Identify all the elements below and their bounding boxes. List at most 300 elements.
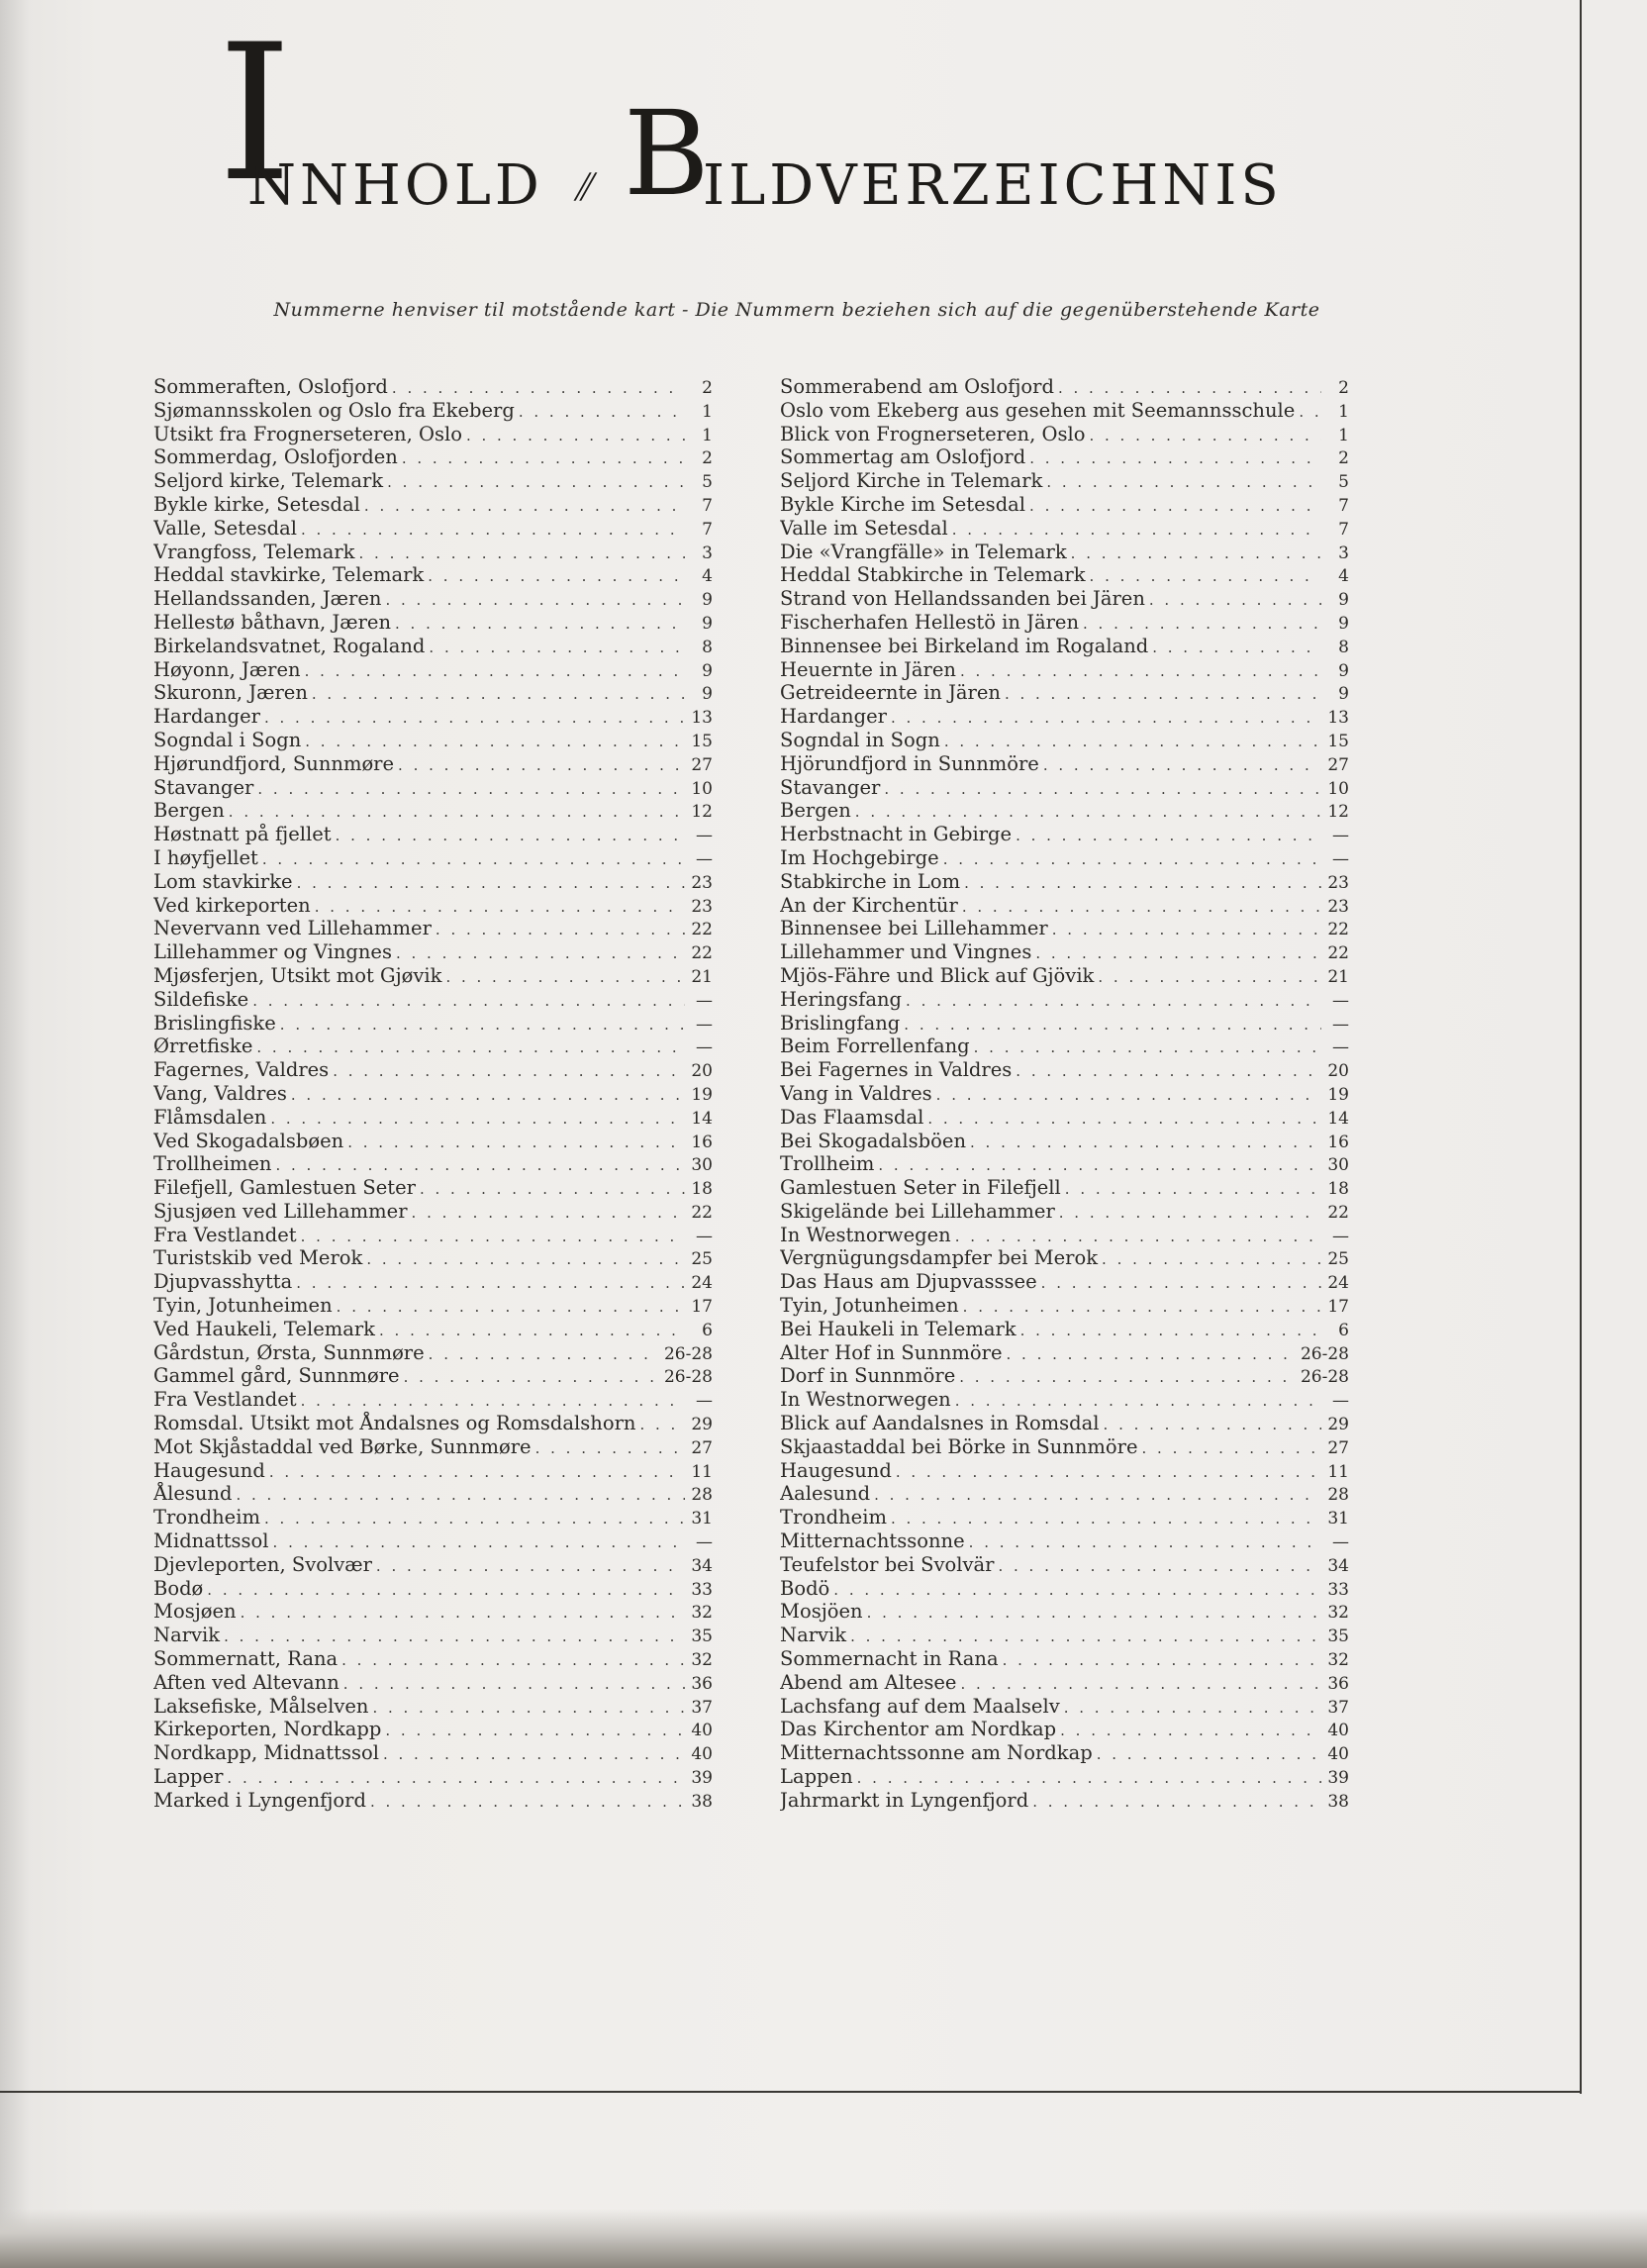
norwegian-entry-title: Sogndal i Sogn [153,728,302,751]
german-entry-map-number: 17 [1327,1297,1349,1318]
norwegian-entry [153,964,713,988]
german-entry-map-number: 9 [1338,613,1349,634]
dot-leader [429,1343,660,1365]
dot-leader [383,1743,685,1765]
norwegian-entry [153,517,713,541]
dot-leader [264,1508,685,1529]
dot-leader [1016,1060,1321,1082]
german-entry-map-number: 40 [1327,1744,1349,1765]
norwegian-entry-title: Marked i Lyngenfjord [153,1788,366,1812]
norwegian-entry [153,1012,713,1035]
norwegian-entry-map-number: 9 [702,684,713,705]
dot-leader [1058,377,1321,399]
german-entry-map-number: 1 [1338,401,1349,422]
german-entry-title: Alter Hof in Sunnmöre [780,1340,1003,1364]
norwegian-entry-title: Djupvasshytta [153,1270,293,1294]
norwegian-entry-map-number: 23 [691,896,713,917]
norwegian-entry-map-number: 36 [691,1673,713,1694]
dot-leader [262,848,685,870]
german-entry [780,493,1349,517]
german-entry-map-number: 12 [1327,802,1349,823]
german-entry [780,1506,1349,1529]
norwegian-entry-title: Høstnatt på fjellet [153,823,332,846]
dot-leader [1003,1649,1321,1671]
german-entry [780,846,1349,870]
norwegian-entry-map-number: — [696,826,713,846]
dot-leader [1102,1248,1321,1270]
norwegian-entry-map-number: 29 [691,1415,713,1435]
german-entry [780,894,1349,918]
norwegian-entry-map-number: 22 [691,943,713,964]
dot-leader [952,519,1321,541]
german-entry-map-number: 9 [1338,590,1349,611]
norwegian-entry [153,1412,713,1435]
german-entry [780,1176,1349,1200]
german-entry-map-number: — [1332,826,1349,846]
norwegian-entry-map-number: 20 [691,1061,713,1082]
dot-leader [1035,942,1321,964]
dot-leader [404,1366,660,1388]
german-entry [780,1459,1349,1483]
norwegian-entry [153,493,713,517]
german-entry [780,1695,1349,1719]
german-entry-title: Sommernacht in Rana [780,1647,999,1671]
german-entry [780,1341,1349,1365]
german-entry-title: Binnensee bei Birkeland im Rogaland [780,634,1149,657]
dot-leader [974,1036,1321,1058]
german-entry-map-number: 27 [1327,1437,1349,1458]
norwegian-entry [153,1341,713,1365]
norwegian-entry-map-number: 32 [691,1603,713,1624]
german-entry-title: Tyin, Jotunheimen [780,1294,959,1318]
dot-leader [224,1626,685,1647]
norwegian-entry-title: Fra Vestlandet [153,1388,297,1412]
norwegian-entry-title: Sommeraften, Oslofjord [153,375,388,398]
norwegian-entry [153,423,713,446]
norwegian-entry-title: Turistskib ved Merok [153,1246,363,1270]
norwegian-entry-title: Djevleporten, Svolvær [153,1552,372,1576]
dot-leader [970,1132,1321,1153]
norwegian-entry-map-number: 23 [691,872,713,893]
dot-leader [445,966,685,988]
german-entry-title: Bykle Kirche im Setesdal [780,492,1026,516]
german-entry-map-number: 25 [1327,1249,1349,1270]
dot-leader [280,1014,685,1035]
german-entry-title: Jahrmarkt in Lyngenfjord [780,1788,1029,1812]
norwegian-entry [153,563,713,587]
german-entry-title: Bei Skogadalsböen [780,1129,967,1152]
dot-leader [305,731,685,752]
german-entry-map-number: 1 [1338,425,1349,445]
norwegian-entry-map-number: 1 [702,425,713,445]
norwegian-entry-map-number: 25 [691,1249,713,1270]
norwegian-entry-title: Utsikt fra Frognerseteren, Oslo [153,422,462,445]
german-entry-map-number: 2 [1338,448,1349,469]
frame-line-bottom [0,2091,1582,2093]
german-entry [780,964,1349,988]
norwegian-entry [153,846,713,870]
german-entry [780,988,1349,1012]
dot-leader [241,1602,685,1624]
norwegian-entry-title: Romsdal. Utsikt mot Åndalsnes og Romsdalshorn [153,1412,636,1435]
norwegian-entry-title: Laksefiske, Målselven [153,1694,369,1718]
norwegian-entry-map-number: 28 [691,1485,713,1506]
norwegian-entry-map-number: 27 [691,1437,713,1458]
dot-leader [1089,425,1321,446]
german-entry [780,611,1349,635]
dot-leader [891,707,1321,729]
german-entry [780,423,1349,446]
dot-leader [372,1697,685,1719]
german-entry-title: Das Kirchentor am Nordkap [780,1718,1057,1741]
norwegian-entry [153,1035,713,1058]
norwegian-entry-title: Midnattssol [153,1529,269,1553]
german-entry-title: Teufelstor bei Svolvär [780,1552,995,1576]
norwegian-entry [153,799,713,823]
german-entry [780,399,1349,423]
dot-leader [297,872,685,894]
norwegian-entry-title: Heddal stavkirke, Telemark [153,563,425,587]
german-entry [780,1789,1349,1813]
dot-leader [1043,754,1321,776]
german-entry [780,1130,1349,1153]
german-entry-title: Sommerabend am Oslofjord [780,375,1054,398]
german-entry [780,705,1349,729]
german-entry [780,1058,1349,1082]
german-entry [780,1318,1349,1341]
norwegian-entry [153,1718,713,1741]
german-entry-title: An der Kirchentür [780,893,958,917]
german-entry-map-number: 10 [1327,778,1349,799]
norwegian-entry-map-number: 8 [702,637,713,657]
german-entry [780,870,1349,894]
german-entry [780,1482,1349,1506]
dot-leader [333,1060,685,1082]
german-entry-map-number: 28 [1327,1485,1349,1506]
german-entry-map-number: 13 [1327,708,1349,729]
german-entry [780,1577,1349,1601]
german-entry-map-number: 31 [1327,1509,1349,1529]
german-entry-title: Abend am Altesee [780,1670,957,1694]
dot-leader [519,401,685,423]
dot-leader [236,1484,685,1506]
norwegian-entry-title: Fagernes, Valdres [153,1058,330,1082]
norwegian-entry [153,1058,713,1082]
german-entry [780,1082,1349,1106]
page-bottom-shadow [0,2209,1647,2268]
norwegian-entry [153,445,713,469]
german-entry-title: Lachsfang auf dem Maalselv [780,1694,1060,1718]
german-entry-title: Narvik [780,1624,847,1647]
german-entry [780,1647,1349,1671]
german-entry-map-number: 21 [1327,966,1349,987]
norwegian-entry [153,375,713,399]
norwegian-entry-title: Mot Skjåstaddal ved Børke, Sunnmøre [153,1434,532,1458]
norwegian-entry-title: Ved kirkeporten [153,893,311,917]
german-entry-title: Trollheim [780,1152,875,1176]
norwegian-entry-title: Hjørundfjord, Sunnmøre [153,751,395,775]
dot-leader [884,778,1321,800]
norwegian-entry-map-number: 30 [691,1155,713,1176]
german-entry-map-number: 22 [1327,920,1349,940]
norwegian-entry [153,1529,713,1553]
norwegian-entry-title: Ved Haukeli, Telemark [153,1317,375,1340]
norwegian-entry-title: Hardanger [153,705,260,729]
german-entry [780,541,1349,564]
norwegian-entry [153,1765,713,1789]
german-entry-title: Trondheim [780,1506,887,1529]
dot-leader [256,1036,685,1058]
dot-leader [906,990,1321,1012]
german-entry-title: Fischerhafen Hellestö in Jären [780,610,1080,634]
norwegian-entry-map-number: 18 [691,1179,713,1200]
dot-leader [955,1390,1321,1412]
german-entry-map-number: 39 [1327,1768,1349,1789]
dot-leader [891,1508,1321,1529]
norwegian-entry-title: Aften ved Altevann [153,1670,339,1694]
norwegian-entry-map-number: 40 [691,1744,713,1765]
norwegian-entry-title: Haugesund [153,1458,265,1482]
german-entry [780,658,1349,682]
dot-leader [944,731,1321,752]
german-entry-title: Mitternachtssonne [780,1529,965,1553]
norwegian-entry [153,1294,713,1318]
norwegian-entry-map-number: — [696,1226,713,1246]
norwegian-entry-title: Tyin, Jotunheimen [153,1294,333,1318]
dot-leader [429,637,685,658]
dot-leader [347,1132,685,1153]
german-entry-title: Stavanger [780,775,881,799]
norwegian-index-column [153,375,713,1813]
german-entry [780,917,1349,940]
dot-leader [1041,1272,1321,1294]
norwegian-entry [153,1435,713,1459]
german-entry [780,1012,1349,1035]
dot-leader [257,778,685,800]
norwegian-entry [153,1553,713,1577]
norwegian-entry-map-number: 37 [691,1697,713,1718]
dot-leader [936,1084,1321,1106]
norwegian-entry [153,1741,713,1765]
dot-leader [1064,1697,1321,1719]
norwegian-entry [153,752,713,776]
german-entry-title: Heddal Stabkirche in Telemark [780,563,1086,587]
dot-leader [959,1366,1297,1388]
german-entry-title: Bei Haukeli in Telemark [780,1317,1017,1340]
norwegian-entry-map-number: 7 [702,519,713,540]
german-entry-map-number: 29 [1327,1415,1349,1435]
norwegian-entry-map-number: 11 [691,1461,713,1482]
german-entry-title: Heuernte in Jären [780,657,956,681]
german-entry [780,1035,1349,1058]
dot-leader [275,1154,685,1176]
dot-leader [878,1154,1321,1176]
dot-leader [420,1178,685,1200]
dot-leader [943,848,1321,870]
title-bildverzeichnis: ILDVERZEICHNIS [703,153,1283,218]
dot-leader [291,1084,685,1106]
dot-leader [964,872,1321,894]
norwegian-entry [153,1364,713,1388]
german-entry-map-number: 32 [1327,1650,1349,1671]
dot-leader [1059,1202,1321,1224]
norwegian-entry-map-number: 13 [691,708,713,729]
german-entry-title: Blick von Frognerseteren, Oslo [780,422,1086,445]
norwegian-entry [153,729,713,752]
german-entry-map-number: — [1332,990,1349,1011]
german-entry-title: Die «Vrangfälle» in Telemark [780,540,1067,563]
norwegian-entry [153,1200,713,1224]
german-entry-map-number: 37 [1327,1697,1349,1718]
german-entry-title: Skjaastaddal bei Börke in Sunnmöre [780,1434,1138,1458]
norwegian-entry-title: Gammel gård, Sunnmøre [153,1364,400,1388]
dot-leader [305,660,685,682]
norwegian-entry [153,1082,713,1106]
norwegian-entry [153,705,713,729]
german-entry-title: Bei Fagernes in Valdres [780,1058,1013,1082]
norwegian-entry-map-number: 27 [691,754,713,775]
dot-leader [379,1320,685,1341]
dot-leader [398,754,685,776]
norwegian-entry-map-number: 10 [691,778,713,799]
german-entry-map-number: 18 [1327,1179,1349,1200]
dot-leader [428,565,685,587]
norwegian-entry [153,611,713,635]
dot-leader [341,1649,685,1671]
norwegian-entry-map-number: 26-28 [663,1343,713,1364]
german-entry-map-number: 9 [1338,660,1349,681]
norwegian-entry-title: Filefjell, Gamlestuen Seter [153,1176,416,1200]
german-entry [780,799,1349,823]
german-entry-title: Aalesund [780,1482,871,1506]
german-entry [780,1718,1349,1741]
german-entry-title: Bergen [780,799,851,823]
norwegian-entry-map-number: 26-28 [663,1367,713,1388]
german-entry-title: Mjös-Fähre und Blick auf Gjövik [780,963,1095,987]
title-initial-b: B [624,85,710,222]
german-entry-map-number: 14 [1327,1108,1349,1129]
dot-leader [1104,1414,1321,1435]
german-entry [780,635,1349,658]
norwegian-entry [153,894,713,918]
norwegian-entry-map-number: 6 [702,1320,713,1340]
german-entry-title: Seljord Kirche in Telemark [780,469,1043,493]
norwegian-entry-map-number: 7 [702,495,713,516]
german-entry-map-number: — [1332,1532,1349,1553]
norwegian-entry [153,1270,713,1294]
norwegian-entry-map-number: 12 [691,802,713,823]
german-entry [780,776,1349,800]
dot-leader [1016,825,1321,846]
dot-leader [269,1461,685,1483]
dot-leader [639,1414,685,1435]
dot-leader [1098,966,1321,988]
dot-leader [336,825,685,846]
german-entry-map-number: 27 [1327,754,1349,775]
norwegian-entry-title: Nevervann ved Lillehammer [153,917,432,940]
german-entry [780,375,1349,399]
dot-leader [376,1555,685,1577]
german-entry [780,1741,1349,1765]
german-entry [780,1671,1349,1695]
german-entry-map-number: — [1332,1391,1349,1412]
frame-line-right [1580,0,1582,2094]
german-entry [780,1364,1349,1388]
german-entry [780,563,1349,587]
norwegian-entry-title: Høyonn, Jæren [153,657,301,681]
german-entry-title: Lappen [780,1765,853,1789]
norwegian-entry-title: Bodø [153,1576,204,1600]
norwegian-entry-title: Sommernatt, Rana [153,1647,339,1671]
german-entry-title: Dorf in Sunnmöre [780,1364,956,1388]
german-entry-title: Das Haus am Djupvasssee [780,1270,1037,1294]
dot-leader [402,447,685,469]
norwegian-entry [153,1577,713,1601]
title-separator: ⫽ [574,165,591,209]
dot-leader [387,471,685,493]
dot-leader [955,1226,1321,1247]
dot-leader [904,1014,1321,1035]
norwegian-entry-map-number: 4 [702,566,713,587]
dot-leader [207,1579,685,1601]
german-entry-map-number: 7 [1338,519,1349,540]
dot-leader [1142,1437,1322,1459]
german-entry-map-number: 5 [1338,472,1349,493]
norwegian-entry [153,587,713,611]
german-entry-map-number: 22 [1327,943,1349,964]
norwegian-entry-title: Fra Vestlandet [153,1223,297,1246]
dot-leader [396,942,685,964]
german-entry [780,1388,1349,1412]
norwegian-entry [153,1246,713,1270]
norwegian-entry-map-number: 5 [702,472,713,493]
dot-leader [998,1555,1321,1577]
norwegian-entry-title: Seljord kirke, Telemark [153,469,384,493]
dot-leader [385,589,685,611]
dot-leader [301,1226,685,1247]
german-entry-map-number: 8 [1338,637,1349,657]
dot-leader [466,425,685,446]
norwegian-entry [153,823,713,846]
norwegian-entry-title: Brislingfiske [153,1011,276,1035]
dot-leader [1007,1343,1297,1365]
german-entry [780,1412,1349,1435]
german-entry-title: Das Flaamsdal [780,1105,924,1129]
german-entry-title: Lillehammer und Vingnes [780,940,1032,964]
norwegian-entry-title: Trollheimen [153,1152,272,1176]
dot-leader [850,1626,1321,1647]
dot-leader [264,707,685,729]
dot-leader [252,990,685,1012]
german-entry-map-number: 3 [1338,542,1349,563]
german-entry-map-number: 20 [1327,1061,1349,1082]
german-entry-title: Hardanger [780,705,887,729]
page-spine-shadow [0,0,30,2268]
norwegian-entry-map-number: 9 [702,590,713,611]
norwegian-entry [153,1459,713,1483]
german-entry-title: Mosjöen [780,1600,863,1624]
dot-leader [312,683,685,705]
german-entry-title: Heringsfang [780,987,903,1011]
german-entry [780,1553,1349,1577]
norwegian-entry [153,1224,713,1247]
german-entry-title: Vergnügungsdampfer bei Merok [780,1246,1099,1270]
norwegian-entry [153,1152,713,1176]
norwegian-entry-map-number: 24 [691,1273,713,1294]
norwegian-entry-title: Sjusjøen ved Lillehammer [153,1199,408,1223]
norwegian-entry-map-number: — [696,1391,713,1412]
dot-leader [867,1602,1321,1624]
